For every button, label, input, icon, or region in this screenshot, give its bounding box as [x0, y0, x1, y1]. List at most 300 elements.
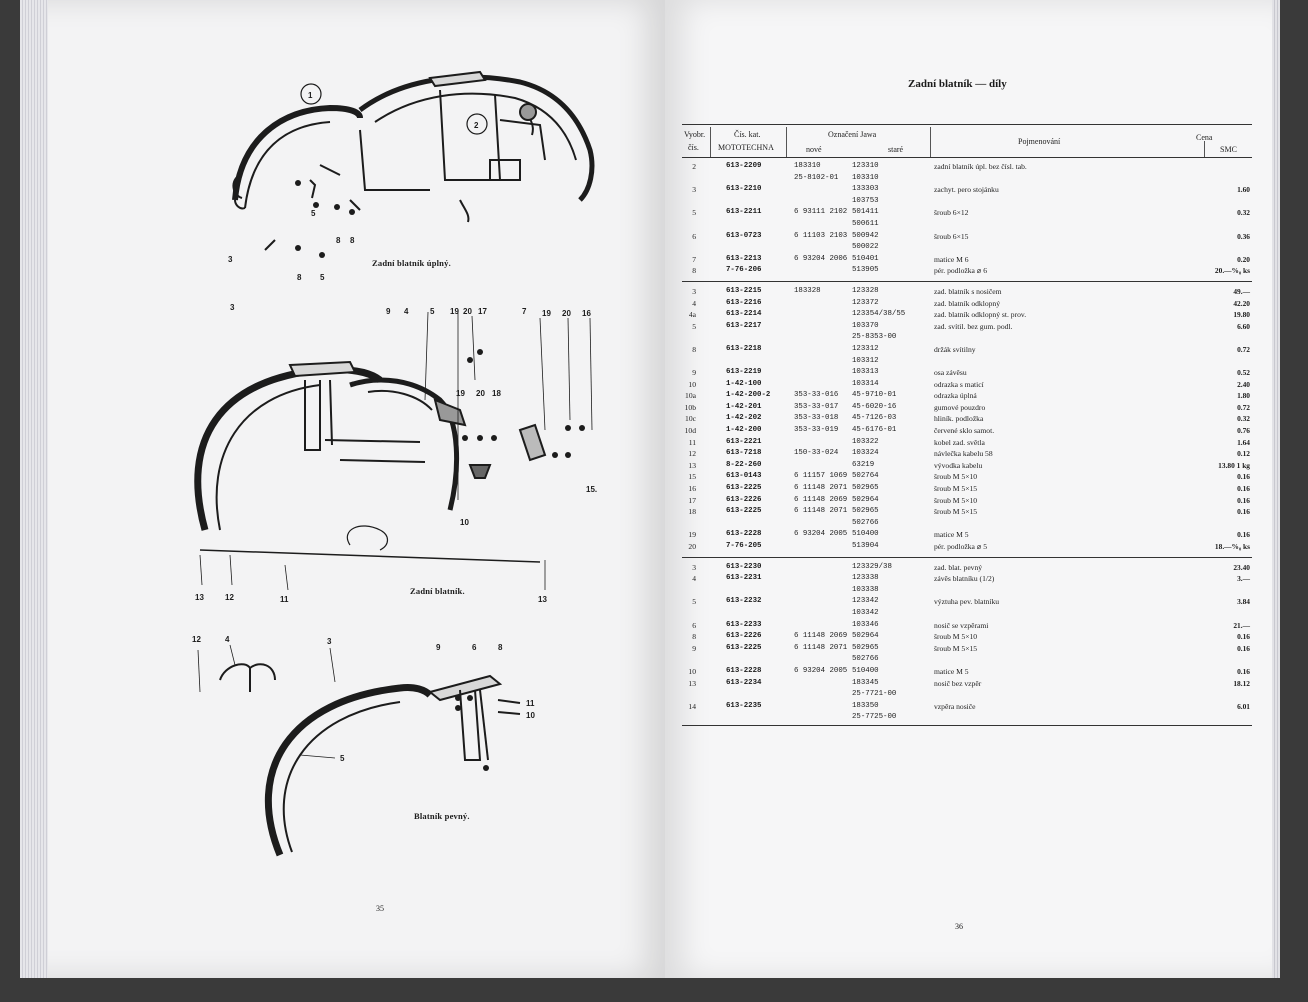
cell-no: 8	[692, 344, 696, 354]
table-row	[682, 484, 1252, 496]
cell-no: 8	[692, 266, 696, 276]
cell-name: šroub M 5×15	[934, 507, 978, 517]
callout-mid-7: 7	[522, 307, 527, 316]
cell-cat: 1-42-201	[726, 402, 762, 411]
table-row	[682, 609, 1252, 621]
cell-cat: 613-2216	[726, 298, 762, 307]
callout-1: 1	[308, 91, 313, 100]
cell-new: 6 11148 2069	[794, 495, 848, 504]
header-vyobr-bottom: čís.	[688, 143, 699, 152]
callout-bot-11: 11	[526, 699, 535, 708]
cell-no: 10c	[685, 414, 696, 424]
cell-no: 6	[692, 620, 696, 630]
cell-cat: 613-2214	[726, 310, 762, 319]
cell-price: 23.40	[1233, 562, 1250, 572]
cell-price: 1.64	[1237, 437, 1250, 447]
callout-bot-5: 5	[340, 754, 345, 763]
table-row	[682, 197, 1252, 209]
table-row	[682, 472, 1252, 484]
cell-cat: 613-2234	[726, 678, 762, 687]
callout-mid-5: 5	[430, 307, 435, 316]
cell-old: 45-7126-03	[852, 414, 897, 423]
cell-no: 10d	[684, 426, 696, 436]
cell-old: 45-9710-01	[852, 391, 897, 400]
cell-name: šroub M 5×10	[934, 472, 978, 482]
cell-no: 3	[692, 286, 696, 296]
cell-no: 19	[688, 530, 696, 540]
cell-name: gumové pouzdro	[934, 402, 986, 412]
table-row	[682, 243, 1252, 255]
header-cat-bottom: MOTOTECHNA	[718, 143, 774, 152]
cell-name: šroub 6×15	[934, 231, 969, 241]
table-row	[682, 266, 1252, 278]
table-row	[682, 530, 1252, 542]
callout-mid-11: 11	[280, 595, 289, 604]
cell-cat: 613-2211	[726, 208, 762, 217]
cell-cat: 613-2209	[726, 162, 762, 170]
cell-old: 45-6020-16	[852, 402, 897, 411]
cell-price: 0.76	[1237, 426, 1250, 436]
cell-cat: 613-0723	[726, 231, 762, 240]
cell-name: zad. blatník odklopný st. prov.	[934, 310, 1027, 320]
caption-fixed-fender: Blatník pevný.	[414, 811, 470, 821]
callout-8c: 8	[297, 273, 302, 282]
cell-no: 13	[688, 460, 696, 470]
cell-no: 8	[692, 632, 696, 642]
cell-new: 6 11148 2071	[794, 507, 848, 516]
cell-cat: 613-2228	[726, 530, 762, 539]
cell-no: 13	[688, 678, 696, 688]
cell-price: 21.—	[1233, 620, 1250, 630]
table-row	[682, 310, 1252, 322]
cell-name: osa závěsu	[934, 368, 967, 378]
cell-old: 123328	[852, 286, 879, 295]
cell-new: 6 93204 2006	[794, 254, 848, 263]
cell-new: 353-33-018	[794, 414, 839, 423]
table-row	[682, 287, 1252, 299]
cell-old: 123338	[852, 574, 879, 583]
table-row	[682, 232, 1252, 244]
cell-name: šroub M 5×10	[934, 632, 978, 642]
cell-name: kobel zad. světla	[934, 437, 985, 447]
cell-old: 502964	[852, 495, 879, 504]
cell-price: 49.—	[1233, 286, 1250, 296]
cell-name: zad. blatník s nosičem	[934, 286, 1002, 296]
cell-price: 0.16	[1237, 666, 1250, 676]
cell-new: 6 11157 1069	[794, 472, 848, 481]
cell-price: 2.40	[1237, 379, 1250, 389]
cell-old: 510400	[852, 666, 879, 675]
cell-old: 103313	[852, 368, 879, 377]
cell-old: 513904	[852, 542, 879, 550]
cell-name: nosič bez vzpěr	[934, 678, 982, 688]
cell-name: matice M 6	[934, 254, 969, 264]
cell-price: 1.80	[1237, 391, 1250, 401]
cell-new: 6 11148 2071	[794, 484, 848, 493]
cell-no: 3	[692, 562, 696, 572]
cell-no: 16	[688, 484, 696, 494]
cell-name: závěs blatníku (1/2)	[934, 574, 995, 584]
cell-price: 20.—%₀ ks	[1214, 266, 1250, 276]
caption-full-fender: Zadní blatník úplný.	[372, 258, 451, 268]
table-row	[682, 208, 1252, 220]
cell-no: 5	[692, 208, 696, 218]
callout-mid-20: 20	[463, 307, 472, 316]
table-row	[682, 461, 1252, 473]
cell-new: 6 93111 2102	[794, 208, 848, 217]
cell-cat: 613-2219	[726, 368, 762, 377]
cell-price: 0.16	[1237, 507, 1250, 517]
cell-new: 183328	[794, 286, 821, 295]
cell-old: 45-6176-01	[852, 426, 897, 435]
callout-mid-15: 15.	[586, 485, 598, 494]
table-row	[682, 702, 1252, 714]
callout-bot-8: 8	[498, 643, 503, 652]
cell-old: 103346	[852, 620, 879, 629]
callout-2: 2	[474, 121, 479, 130]
cell-old: 502766	[852, 655, 879, 664]
cell-price: 0.32	[1237, 414, 1250, 424]
cell-no: 11	[688, 437, 696, 447]
cell-new: 353-33-017	[794, 402, 839, 411]
callout-bot-6: 6	[472, 643, 477, 652]
cell-no: 12	[688, 449, 696, 459]
cell-cat: 613-2221	[726, 437, 762, 446]
cell-no: 6	[692, 231, 696, 241]
cell-no: 5	[692, 597, 696, 607]
callout-bot-9: 9	[436, 643, 441, 652]
cell-name: hliník. podložka	[934, 414, 984, 424]
cell-cat: 8-22-260	[726, 460, 762, 469]
cell-old: 25-8353-00	[852, 333, 897, 342]
cell-old: 510400	[852, 530, 879, 539]
cell-price: 0.32	[1237, 208, 1250, 218]
header-jawa-top: Označení Jawa	[828, 130, 877, 139]
callout-mid-16: 16	[582, 309, 591, 318]
cell-old: 103314	[852, 379, 879, 388]
cell-name: matice M 5	[934, 666, 969, 676]
cell-name: zachyt. pero stojánku	[934, 185, 999, 195]
table-row	[682, 679, 1252, 691]
cell-price: 3.84	[1237, 597, 1250, 607]
header-jawa-old: staré	[888, 145, 904, 154]
table-row	[682, 507, 1252, 519]
cell-price: 3.—	[1237, 574, 1250, 584]
table-row	[682, 597, 1252, 609]
cell-old: 103324	[852, 449, 879, 458]
cell-name: nosič se vzpěrami	[934, 620, 989, 630]
cell-old: 103370	[852, 321, 879, 330]
cell-no: 7	[692, 254, 696, 264]
cell-no: 20	[688, 542, 696, 551]
cell-price: 1.60	[1237, 185, 1250, 195]
cell-price: 0.16	[1237, 472, 1250, 482]
parts-table	[682, 124, 1252, 726]
table-row	[682, 713, 1252, 725]
header-cat-top: Čís. kat.	[734, 130, 761, 139]
cell-no: 9	[692, 368, 696, 378]
cell-no: 3	[692, 185, 696, 195]
table-row	[682, 174, 1252, 186]
callout-bot-12: 12	[192, 635, 201, 644]
callout-8a: 8	[336, 236, 341, 245]
callout-mid-4: 4	[404, 307, 409, 316]
cell-old: 123312	[852, 344, 879, 353]
cell-old: 183350	[852, 701, 879, 710]
cell-name: šroub M 5×15	[934, 643, 978, 653]
cell-old: 500022	[852, 243, 879, 252]
callout-mid-19c: 19	[456, 389, 465, 398]
cell-old: 103342	[852, 608, 879, 617]
table-row	[682, 333, 1252, 345]
cell-cat: 613-2230	[726, 562, 762, 571]
cell-old: 63219	[852, 460, 875, 469]
cell-name: matice M 5	[934, 530, 969, 540]
cell-no: 14	[688, 701, 696, 711]
cell-name: držák svítilny	[934, 344, 976, 354]
page-title: Zadní blatník — díly	[908, 78, 1007, 90]
cell-cat: 613-2235	[726, 701, 762, 710]
cell-price: 0.36	[1237, 231, 1250, 241]
cell-cat: 613-2213	[726, 254, 762, 263]
table-row	[682, 357, 1252, 369]
callout-mid-19b: 19	[542, 309, 551, 318]
table-bottom-rule	[682, 725, 1252, 726]
cell-old: 103312	[852, 356, 879, 365]
cell-old: 123329/38	[852, 562, 892, 571]
cell-no: 15	[688, 472, 696, 482]
cell-cat: 613-2226	[726, 632, 762, 641]
cell-price: 13.80 1 kg	[1218, 460, 1250, 470]
cell-old: 183345	[852, 678, 879, 687]
cell-no: 10b	[684, 402, 696, 412]
cell-price: 18.12	[1233, 678, 1250, 688]
cell-cat: 613-2226	[726, 495, 762, 504]
header-jawa-new: nové	[806, 145, 822, 154]
cell-no: 4a	[688, 310, 696, 320]
cell-old: 500611	[852, 219, 879, 228]
callout-mid-18: 18	[492, 389, 501, 398]
table-row	[682, 403, 1252, 415]
cell-new: 150-33-024	[794, 449, 839, 458]
cell-no: 18	[688, 507, 696, 517]
cell-price: 0.16	[1237, 643, 1250, 653]
cell-cat: 613-7218	[726, 449, 762, 458]
cell-old: 25-7721-00	[852, 690, 897, 699]
table-row	[682, 563, 1252, 575]
cell-no: 17	[688, 495, 696, 505]
page-number-left: 35	[376, 904, 384, 913]
cell-cat: 613-2231	[726, 574, 762, 583]
cell-cat: 613-2228	[726, 666, 762, 675]
table-row	[682, 632, 1252, 644]
header-name: Pojmenování	[1018, 137, 1061, 146]
cell-price: 6.01	[1237, 701, 1250, 711]
cell-name: šroub M 5×10	[934, 495, 978, 505]
caption-rear-fender: Zadní blatník.	[410, 586, 465, 596]
cell-no: 4	[692, 298, 696, 308]
cell-price: 0.16	[1237, 530, 1250, 540]
cell-name: zad. svítil. bez gum. podl.	[934, 321, 1013, 331]
cell-new: 6 11103 2103	[794, 231, 848, 240]
cell-cat: 613-2232	[726, 597, 762, 606]
cell-cat: 613-2210	[726, 185, 762, 194]
cell-cat: 1-42-200	[726, 426, 762, 435]
cell-new: 353-33-016	[794, 391, 839, 400]
cell-no: 10	[688, 666, 696, 676]
table-row	[682, 414, 1252, 426]
table-row	[682, 380, 1252, 392]
cell-price: 0.72	[1237, 344, 1250, 354]
callout-mid-13b: 13	[538, 595, 547, 604]
table-row	[682, 345, 1252, 357]
callout-mid-13: 13	[195, 593, 204, 602]
cell-old: 103322	[852, 437, 879, 446]
table-row	[682, 574, 1252, 586]
cell-cat: 7-76-205	[726, 542, 762, 550]
table-row	[682, 690, 1252, 702]
cell-old: 25-7725-00	[852, 713, 897, 722]
cell-new: 6 93204 2005	[794, 666, 848, 675]
callout-mid-20b: 20	[562, 309, 571, 318]
cell-old: 513905	[852, 266, 879, 275]
table-row	[682, 255, 1252, 267]
cell-price: 0.72	[1237, 402, 1250, 412]
cell-name: červené sklo samot.	[934, 426, 995, 436]
cell-old: 502766	[852, 518, 879, 527]
cell-name: odrazka úplná	[934, 391, 977, 401]
table-row	[682, 542, 1252, 554]
cell-price: 0.16	[1237, 495, 1250, 505]
cell-old: 103338	[852, 585, 879, 594]
cell-old: 502965	[852, 643, 879, 652]
header-price-bottom: SMC	[1220, 145, 1237, 154]
callout-5a: 5	[311, 209, 316, 218]
cell-new: 25-8102-01	[794, 173, 839, 182]
cell-name: pér. podložka ⌀ 5	[934, 542, 988, 551]
table-row	[682, 519, 1252, 531]
table-header	[682, 124, 1252, 158]
cell-old: 133303	[852, 185, 879, 194]
callout-mid-10: 10	[460, 518, 469, 527]
cell-price: 0.16	[1237, 484, 1250, 494]
cell-name: zad. blat. pevný	[934, 562, 983, 572]
cell-price: 0.16	[1237, 632, 1250, 642]
table-row	[682, 322, 1252, 334]
cell-old: 501411	[852, 208, 879, 217]
cell-no: 10	[688, 379, 696, 389]
cell-old: 123342	[852, 597, 879, 606]
cell-price: 0.20	[1237, 254, 1250, 264]
cell-name: šroub M 5×15	[934, 484, 978, 494]
table-row	[682, 621, 1252, 633]
right-page-edge	[1272, 0, 1280, 978]
cell-old: 510401	[852, 254, 879, 263]
cell-name: vývodka kabelu	[934, 460, 983, 470]
cell-cat: 1-42-202	[726, 414, 762, 423]
callout-bot-3: 3	[327, 637, 332, 646]
cell-cat: 613-2218	[726, 344, 762, 353]
callout-mid-20c: 20	[476, 389, 485, 398]
cell-price: 0.12	[1237, 449, 1250, 459]
table-row	[682, 496, 1252, 508]
cell-price: 6.60	[1237, 321, 1250, 331]
table-row	[682, 391, 1252, 403]
callout-mid-12: 12	[225, 593, 234, 602]
cell-price: 0.52	[1237, 368, 1250, 378]
cell-new: 6 11148 2071	[794, 643, 848, 652]
fender-diagram-full	[20, 0, 660, 960]
cell-new: 353-33-019	[794, 426, 839, 435]
cell-no: 5	[692, 321, 696, 331]
cell-name: vzpěra nosiče	[934, 701, 976, 711]
cell-cat: 613-2215	[726, 286, 762, 295]
cell-name: zadní blatník úpl. bez čísl. tab.	[934, 162, 1027, 171]
cell-old: 103753	[852, 196, 879, 205]
cell-new: 6 11148 2069	[794, 632, 848, 641]
cell-new: 6 93204 2005	[794, 530, 848, 539]
cell-name: odrazka s maticí	[934, 379, 984, 389]
cell-price: 19.80	[1233, 310, 1250, 320]
cell-price: 18.—%₀ ks	[1214, 542, 1250, 551]
cell-name: zad. blatník odklopný	[934, 298, 1001, 308]
callout-3: 3	[228, 255, 233, 264]
callout-bot-4: 4	[225, 635, 230, 644]
callout-5b: 5	[320, 273, 325, 282]
cell-no: 2	[692, 162, 696, 171]
table-row	[682, 655, 1252, 667]
cell-cat: 613-2217	[726, 321, 762, 330]
cell-cat: 7-76-206	[726, 266, 762, 275]
header-vyobr-top: Vyobr.	[684, 130, 706, 139]
table-row	[682, 426, 1252, 438]
table-row	[682, 644, 1252, 656]
cell-new: 183310	[794, 162, 821, 170]
callout-mid-3: 3	[230, 303, 235, 312]
callout-mid-19: 19	[450, 307, 459, 316]
callout-bot-10: 10	[526, 711, 535, 720]
header-price-top: Cena	[1196, 133, 1213, 142]
table-row	[682, 299, 1252, 311]
callout-mid-17: 17	[478, 307, 487, 316]
cell-name: šroub 6×12	[934, 208, 969, 218]
cell-old: 500942	[852, 231, 879, 240]
cell-name: návlečka kabelu 58	[934, 449, 993, 459]
table-row	[682, 162, 1252, 174]
cell-name: pér. podložka ⌀ 6	[934, 266, 988, 276]
cell-cat: 613-2233	[726, 620, 762, 629]
group-separator	[682, 281, 1252, 282]
cell-cat: 1-42-200-2	[726, 391, 771, 400]
cell-old: 502764	[852, 472, 879, 481]
group-separator	[682, 557, 1252, 558]
table-row	[682, 220, 1252, 232]
table-row	[682, 438, 1252, 450]
cell-old: 502965	[852, 484, 879, 493]
cell-no: 4	[692, 574, 696, 584]
cell-no: 9	[692, 643, 696, 653]
page-number-right: 36	[955, 922, 963, 931]
cell-old: 123354/38/55	[852, 310, 906, 319]
cell-cat: 613-2225	[726, 643, 762, 652]
cell-cat: 613-0143	[726, 472, 762, 481]
cell-old: 123310	[852, 162, 879, 170]
cell-old: 123372	[852, 298, 879, 307]
cell-cat: 613-2225	[726, 507, 762, 516]
cell-old: 502964	[852, 632, 879, 641]
callout-mid-9: 9	[386, 307, 391, 316]
table-row	[682, 449, 1252, 461]
